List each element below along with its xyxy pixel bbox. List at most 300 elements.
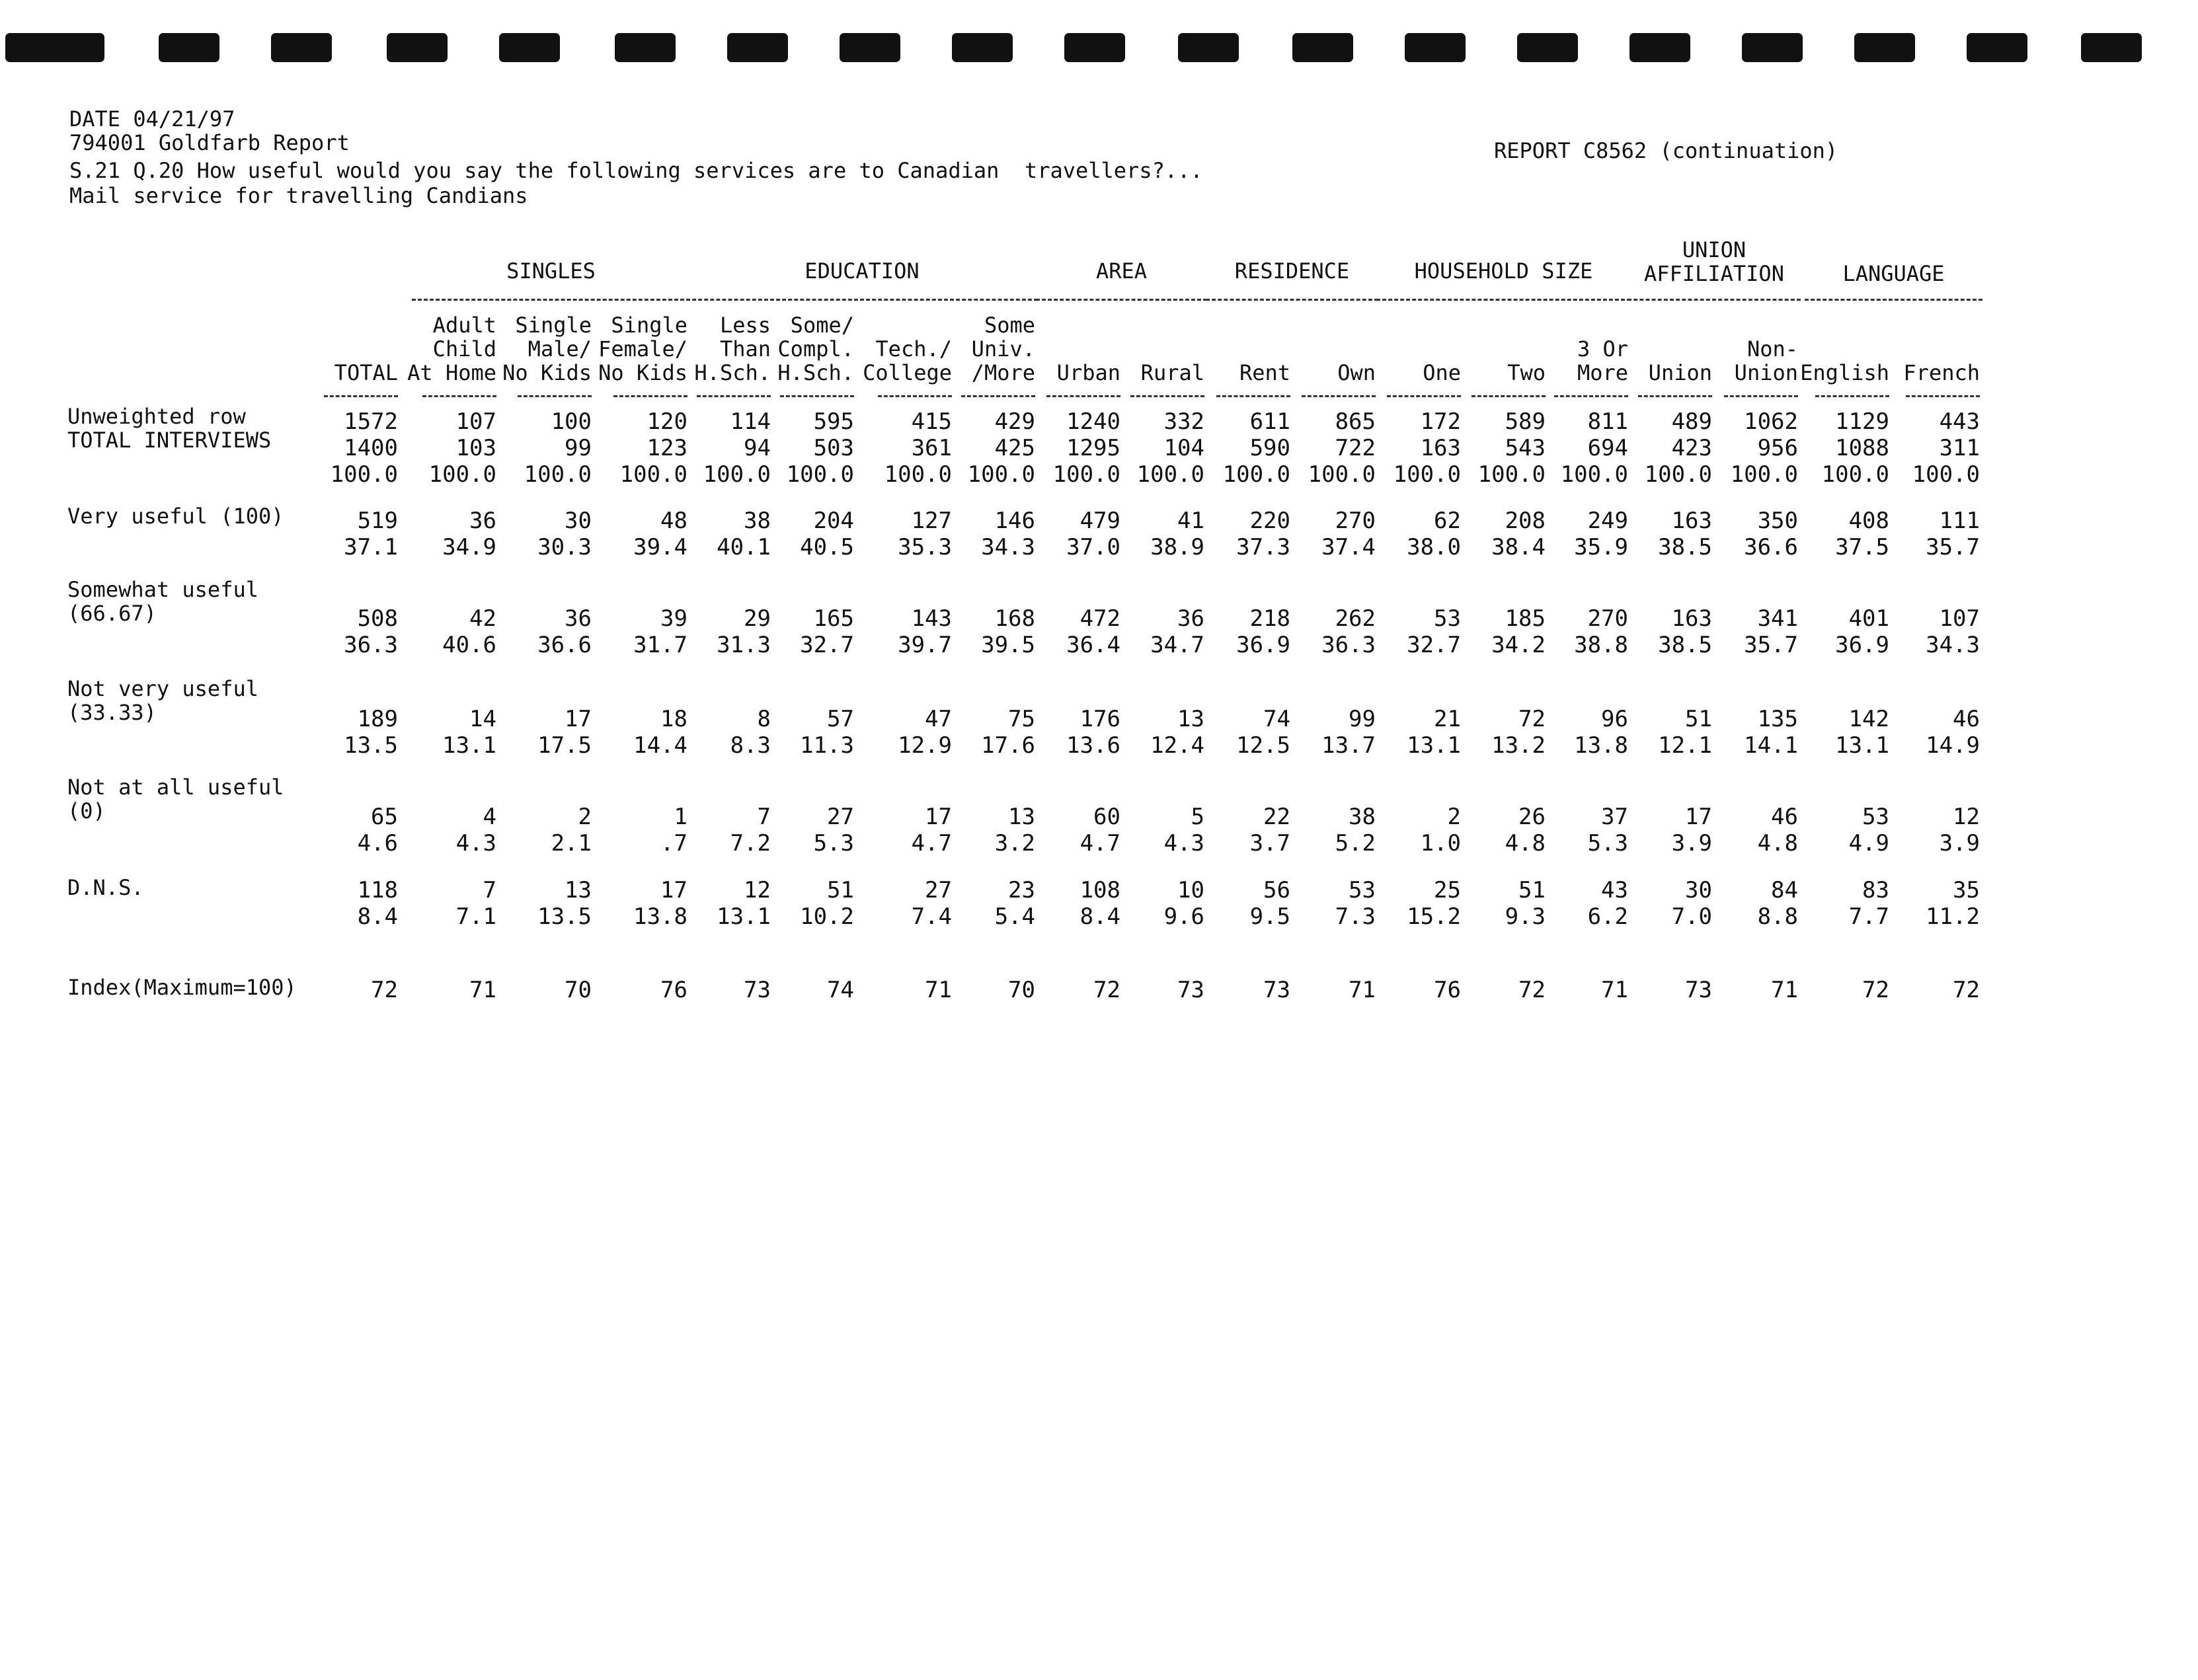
count-cell: 143 [911, 605, 952, 632]
value-cell: 100.0 [330, 461, 398, 488]
value-cell: 35.9 [1574, 534, 1628, 560]
value-cell: 37.0 [1066, 534, 1120, 560]
group-underline [1805, 299, 1982, 301]
count-cell: 135 [1757, 706, 1798, 732]
count-cell: 30 [1685, 877, 1712, 903]
count-cell: 72 [1953, 977, 1980, 1003]
value-cell: 1295 [1066, 435, 1120, 461]
count-cell: 51 [827, 877, 854, 903]
count-cell: 100 [551, 408, 592, 435]
value-cell: 100.0 [1730, 461, 1798, 488]
column-group-header: AREA [1095, 258, 1148, 284]
count-cell: 13 [1177, 706, 1204, 732]
count-cell: 36 [1177, 605, 1204, 632]
count-cell: 73 [1263, 977, 1290, 1003]
value-cell: 13.6 [1066, 732, 1120, 759]
count-cell: 72 [1862, 977, 1889, 1003]
count-cell: 508 [357, 605, 398, 632]
value-cell: 100.0 [1052, 461, 1120, 488]
value-cell: 311 [1939, 435, 1980, 461]
column-header: TOTAL [334, 360, 398, 385]
count-cell: 176 [1079, 706, 1120, 732]
column-header: Rural [1140, 360, 1204, 385]
value-cell: 163 [1420, 435, 1461, 461]
count-cell: 17 [1685, 804, 1712, 830]
count-cell: 36 [565, 605, 592, 632]
value-cell: 39.4 [633, 534, 687, 560]
value-cell: 6.2 [1587, 903, 1628, 930]
count-cell: 39 [660, 605, 687, 632]
sprocket-hole [159, 33, 219, 62]
column-header: Less Than H.Sch. [694, 313, 771, 385]
sprocket-hole [5, 33, 104, 62]
value-cell: 11.3 [800, 732, 854, 759]
count-cell: 53 [1862, 804, 1889, 830]
value-cell: 13.1 [1835, 732, 1889, 759]
value-cell: 100.0 [1393, 461, 1461, 488]
column-header: French [1903, 360, 1980, 385]
sprocket-hole [2081, 33, 2142, 62]
value-cell: 40.6 [442, 632, 496, 658]
column-underline [1638, 395, 1712, 397]
value-cell: 7.7 [1848, 903, 1889, 930]
count-cell: 48 [660, 508, 687, 534]
count-cell: 811 [1587, 408, 1628, 435]
column-header: Some/ Compl. H.Sch. [777, 313, 854, 385]
row-label: Very useful (100) [67, 504, 284, 529]
value-cell: 10.2 [800, 903, 854, 930]
count-cell: 27 [827, 804, 854, 830]
count-cell: 71 [1771, 977, 1798, 1003]
value-cell: 36.4 [1066, 632, 1120, 658]
value-cell: 3.2 [994, 830, 1035, 857]
value-cell: 38.5 [1658, 632, 1712, 658]
report-id: REPORT C8562 (continuation) [1494, 138, 1838, 163]
value-cell: 100.0 [1821, 461, 1889, 488]
sprocket-hole [1405, 33, 1466, 62]
value-cell: 100.0 [786, 461, 854, 488]
count-cell: 30 [565, 508, 592, 534]
count-cell: 165 [813, 605, 854, 632]
value-cell: 8.8 [1757, 903, 1798, 930]
sprocket-hole [1064, 33, 1125, 62]
sprocket-hole [727, 33, 788, 62]
count-cell: 72 [1093, 977, 1120, 1003]
count-cell: 108 [1079, 877, 1120, 903]
count-cell: 53 [1434, 605, 1461, 632]
value-cell: 35.3 [898, 534, 952, 560]
value-cell: 36.6 [537, 632, 592, 658]
count-cell: 56 [1263, 877, 1290, 903]
count-cell: 415 [911, 408, 952, 435]
value-cell: 13.5 [344, 732, 398, 759]
count-cell: 73 [744, 977, 771, 1003]
survey-question: S.21 Q.20 How useful would you say the following services are to Canadian travellers?... [69, 158, 1203, 183]
count-cell: 72 [371, 977, 398, 1003]
count-cell: 29 [744, 605, 771, 632]
value-cell: 38.0 [1407, 534, 1461, 560]
count-cell: 163 [1671, 605, 1712, 632]
sprocket-hole [271, 33, 332, 62]
value-cell: 13.1 [1407, 732, 1461, 759]
count-cell: 18 [660, 706, 687, 732]
value-cell: 4.9 [1848, 830, 1889, 857]
sprocket-hole [499, 33, 560, 62]
count-cell: 71 [1601, 977, 1628, 1003]
value-cell: 34.9 [442, 534, 496, 560]
value-cell: 13.7 [1321, 732, 1376, 759]
value-cell: 17.5 [537, 732, 592, 759]
count-cell: 472 [1079, 605, 1120, 632]
count-cell: 1129 [1835, 408, 1889, 435]
value-cell: 35.7 [1744, 632, 1798, 658]
count-cell: 611 [1249, 408, 1290, 435]
value-cell: 37.1 [344, 534, 398, 560]
count-cell: 13 [1008, 804, 1035, 830]
question-subject: Mail service for travelling Candians [69, 183, 528, 208]
value-cell: 99 [565, 435, 592, 461]
count-cell: 127 [911, 508, 952, 534]
count-cell: 185 [1505, 605, 1546, 632]
value-cell: 14.4 [633, 732, 687, 759]
count-cell: 168 [994, 605, 1035, 632]
value-cell: 2.1 [551, 830, 592, 857]
value-cell: 100.0 [703, 461, 771, 488]
count-cell: 270 [1335, 508, 1376, 534]
count-cell: 118 [357, 877, 398, 903]
count-cell: 220 [1249, 508, 1290, 534]
report-name: 794001 Goldfarb Report [69, 130, 350, 155]
count-cell: 38 [1349, 804, 1376, 830]
column-header: Non- Union [1734, 336, 1798, 385]
row-label: D.N.S. [67, 875, 144, 900]
value-cell: 38.4 [1491, 534, 1546, 560]
value-cell: 38.5 [1658, 534, 1712, 560]
value-cell: 1088 [1835, 435, 1889, 461]
column-header: Single Male/ No Kids [502, 313, 592, 385]
count-cell: 208 [1505, 508, 1546, 534]
value-cell: 40.1 [717, 534, 771, 560]
count-cell: 189 [357, 706, 398, 732]
value-cell: 423 [1671, 435, 1712, 461]
count-cell: 489 [1671, 408, 1712, 435]
value-cell: 7.4 [911, 903, 952, 930]
value-cell: 34.7 [1150, 632, 1204, 658]
row-label: Index(Maximum=100) [67, 975, 297, 1000]
count-cell: 38 [744, 508, 771, 534]
value-cell: 8.4 [357, 903, 398, 930]
value-cell: 7.3 [1335, 903, 1376, 930]
value-cell: 4.7 [1079, 830, 1120, 857]
column-header: Adult Child At Home [407, 313, 496, 385]
count-cell: 270 [1587, 605, 1628, 632]
count-cell: 65 [371, 804, 398, 830]
group-underline [412, 299, 690, 301]
value-cell: 39.5 [981, 632, 1035, 658]
count-cell: 218 [1249, 605, 1290, 632]
value-cell: .7 [660, 830, 687, 857]
group-underline [1036, 299, 1207, 301]
count-cell: 13 [565, 877, 592, 903]
count-cell: 107 [455, 408, 496, 435]
column-group-header: LANGUAGE [1842, 261, 1945, 286]
value-cell: 34.2 [1491, 632, 1546, 658]
value-cell: 12.1 [1658, 732, 1712, 759]
count-cell: 96 [1601, 706, 1628, 732]
count-cell: 7 [483, 877, 496, 903]
value-cell: 11.2 [1926, 903, 1980, 930]
column-header: Own [1337, 360, 1376, 385]
value-cell: 7.0 [1671, 903, 1712, 930]
count-cell: 111 [1939, 508, 1980, 534]
value-cell: 1.0 [1420, 830, 1461, 857]
value-cell: 12.4 [1150, 732, 1204, 759]
count-cell: 43 [1601, 877, 1628, 903]
column-underline [1815, 395, 1889, 397]
count-cell: 519 [357, 508, 398, 534]
value-cell: 5.2 [1335, 830, 1376, 857]
count-cell: 23 [1008, 877, 1035, 903]
count-cell: 7 [757, 804, 771, 830]
value-cell: 37.4 [1321, 534, 1376, 560]
column-underline [1216, 395, 1290, 397]
value-cell: 694 [1587, 435, 1628, 461]
column-group-header: HOUSEHOLD SIZE [1414, 258, 1593, 284]
count-cell: 37 [1601, 804, 1628, 830]
count-cell: 72 [1518, 706, 1546, 732]
value-cell: 5.3 [813, 830, 854, 857]
count-cell: 99 [1349, 706, 1376, 732]
value-cell: 4.8 [1757, 830, 1798, 857]
count-cell: 443 [1939, 408, 1980, 435]
value-cell: 36.3 [344, 632, 398, 658]
column-header: Tech./ College [863, 336, 952, 385]
value-cell: 104 [1163, 435, 1204, 461]
count-cell: 75 [1008, 706, 1035, 732]
value-cell: 31.7 [633, 632, 687, 658]
count-cell: 429 [994, 408, 1035, 435]
value-cell: 4.3 [1163, 830, 1204, 857]
sprocket-hole [1517, 33, 1578, 62]
value-cell: 100.0 [1308, 461, 1376, 488]
count-cell: 27 [925, 877, 952, 903]
count-cell: 107 [1939, 605, 1980, 632]
value-cell: 94 [744, 435, 771, 461]
value-cell: 34.3 [1926, 632, 1980, 658]
count-cell: 22 [1263, 804, 1290, 830]
value-cell: 7.1 [455, 903, 496, 930]
value-cell: 7.2 [730, 830, 771, 857]
column-underline [1472, 395, 1546, 397]
count-cell: 57 [827, 706, 854, 732]
value-cell: 9.5 [1249, 903, 1290, 930]
column-underline [780, 395, 854, 397]
value-cell: 36.6 [1744, 534, 1798, 560]
column-header: Union [1648, 360, 1712, 385]
count-cell: 865 [1335, 408, 1376, 435]
value-cell: 503 [813, 435, 854, 461]
row-label: Not at all useful (0) [67, 775, 284, 823]
value-cell: 3.7 [1249, 830, 1290, 857]
group-underline [1206, 299, 1378, 301]
column-underline [1302, 395, 1376, 397]
column-header: 3 Or More [1577, 336, 1628, 385]
value-cell: 13.1 [442, 732, 496, 759]
value-cell: 100.0 [1222, 461, 1290, 488]
count-cell: 142 [1848, 706, 1889, 732]
value-cell: 13.5 [537, 903, 592, 930]
count-cell: 84 [1771, 877, 1798, 903]
value-cell: 39.7 [898, 632, 952, 658]
value-cell: 36.9 [1835, 632, 1889, 658]
value-cell: 4.7 [911, 830, 952, 857]
sprocket-hole [615, 33, 676, 62]
column-underline [697, 395, 771, 397]
count-cell: 114 [730, 408, 771, 435]
count-cell: 76 [660, 977, 687, 1003]
value-cell: 13.2 [1491, 732, 1546, 759]
value-cell: 100.0 [1136, 461, 1204, 488]
column-underline [1046, 395, 1120, 397]
count-cell: 74 [827, 977, 854, 1003]
value-cell: 956 [1757, 435, 1798, 461]
count-cell: 408 [1848, 508, 1889, 534]
sprocket-hole [1629, 33, 1690, 62]
count-cell: 479 [1079, 508, 1120, 534]
sprocket-hole [1742, 33, 1803, 62]
value-cell: 100.0 [1912, 461, 1980, 488]
count-cell: 350 [1757, 508, 1798, 534]
count-cell: 36 [469, 508, 496, 534]
value-cell: 361 [911, 435, 952, 461]
count-cell: 42 [469, 605, 496, 632]
count-cell: 1062 [1744, 408, 1798, 435]
value-cell: 37.5 [1835, 534, 1889, 560]
value-cell: 14.1 [1744, 732, 1798, 759]
column-header: English [1800, 360, 1889, 385]
value-cell: 17.6 [981, 732, 1035, 759]
value-cell: 100.0 [428, 461, 496, 488]
count-cell: 332 [1163, 408, 1204, 435]
count-cell: 14 [469, 706, 496, 732]
count-cell: 17 [565, 706, 592, 732]
value-cell: 100.0 [1477, 461, 1546, 488]
count-cell: 12 [1953, 804, 1980, 830]
count-cell: 401 [1848, 605, 1889, 632]
sprocket-hole [387, 33, 448, 62]
count-cell: 72 [1518, 977, 1546, 1003]
value-cell: 590 [1249, 435, 1290, 461]
value-cell: 32.7 [1407, 632, 1461, 658]
count-cell: 60 [1093, 804, 1120, 830]
value-cell: 37.3 [1236, 534, 1290, 560]
column-group-header: EDUCATION [805, 258, 920, 284]
count-cell: 341 [1757, 605, 1798, 632]
value-cell: 543 [1505, 435, 1546, 461]
value-cell: 8.4 [1079, 903, 1120, 930]
value-cell: 40.5 [800, 534, 854, 560]
column-underline [878, 395, 952, 397]
count-cell: 5 [1191, 804, 1204, 830]
row-label: Unweighted row TOTAL INTERVIEWS [67, 404, 272, 453]
value-cell: 36.9 [1236, 632, 1290, 658]
value-cell: 12.9 [898, 732, 952, 759]
value-cell: 123 [647, 435, 687, 461]
group-underline [1628, 299, 1801, 301]
count-cell: 10 [1177, 877, 1204, 903]
value-cell: 38.8 [1574, 632, 1628, 658]
count-cell: 71 [925, 977, 952, 1003]
tractor-feed-holes [0, 33, 2198, 66]
column-header: Some Univ. /More [971, 313, 1035, 385]
group-underline [1376, 299, 1631, 301]
count-cell: 47 [925, 706, 952, 732]
value-cell: 9.6 [1163, 903, 1204, 930]
value-cell: 3.9 [1939, 830, 1980, 857]
count-cell: 1572 [344, 408, 398, 435]
count-cell: 46 [1771, 804, 1798, 830]
row-label: Not very useful (33.33) [67, 676, 258, 725]
value-cell: 5.4 [994, 903, 1035, 930]
count-cell: 71 [1349, 977, 1376, 1003]
count-cell: 8 [757, 706, 771, 732]
count-cell: 71 [469, 977, 496, 1003]
value-cell: 100.0 [524, 461, 592, 488]
count-cell: 74 [1263, 706, 1290, 732]
value-cell: 100.0 [1560, 461, 1628, 488]
count-cell: 51 [1518, 877, 1546, 903]
column-group-header: SINGLES [506, 258, 596, 284]
value-cell: 36.3 [1321, 632, 1376, 658]
value-cell: 13.8 [1574, 732, 1628, 759]
count-cell: 70 [1008, 977, 1035, 1003]
count-cell: 26 [1518, 804, 1546, 830]
count-cell: 73 [1177, 977, 1204, 1003]
column-header: Two [1507, 360, 1546, 385]
sprocket-hole [952, 33, 1013, 62]
count-cell: 83 [1862, 877, 1889, 903]
value-cell: 3.9 [1671, 830, 1712, 857]
value-cell: 31.3 [717, 632, 771, 658]
sprocket-hole [840, 33, 900, 62]
count-cell: 76 [1434, 977, 1461, 1003]
count-cell: 204 [813, 508, 854, 534]
count-cell: 51 [1685, 706, 1712, 732]
count-cell: 17 [925, 804, 952, 830]
value-cell: 100.0 [967, 461, 1035, 488]
value-cell: 4.8 [1505, 830, 1546, 857]
value-cell: 13.1 [717, 903, 771, 930]
column-underline [1724, 395, 1798, 397]
value-cell: 722 [1335, 435, 1376, 461]
column-underline [1906, 395, 1980, 397]
count-cell: 4 [483, 804, 496, 830]
count-cell: 46 [1953, 706, 1980, 732]
count-cell: 163 [1671, 508, 1712, 534]
value-cell: 13.8 [633, 903, 687, 930]
group-underline [686, 299, 1038, 301]
value-cell: 14.9 [1926, 732, 1980, 759]
column-underline [324, 395, 398, 397]
count-cell: 73 [1685, 977, 1712, 1003]
column-header: Single Female/ No Kids [598, 313, 687, 385]
column-group-header: UNION AFFILIATION [1644, 237, 1784, 286]
count-cell: 595 [813, 408, 854, 435]
value-cell: 35.7 [1926, 534, 1980, 560]
column-group-header: RESIDENCE [1234, 258, 1350, 284]
count-cell: 249 [1587, 508, 1628, 534]
value-cell: 100.0 [1644, 461, 1712, 488]
